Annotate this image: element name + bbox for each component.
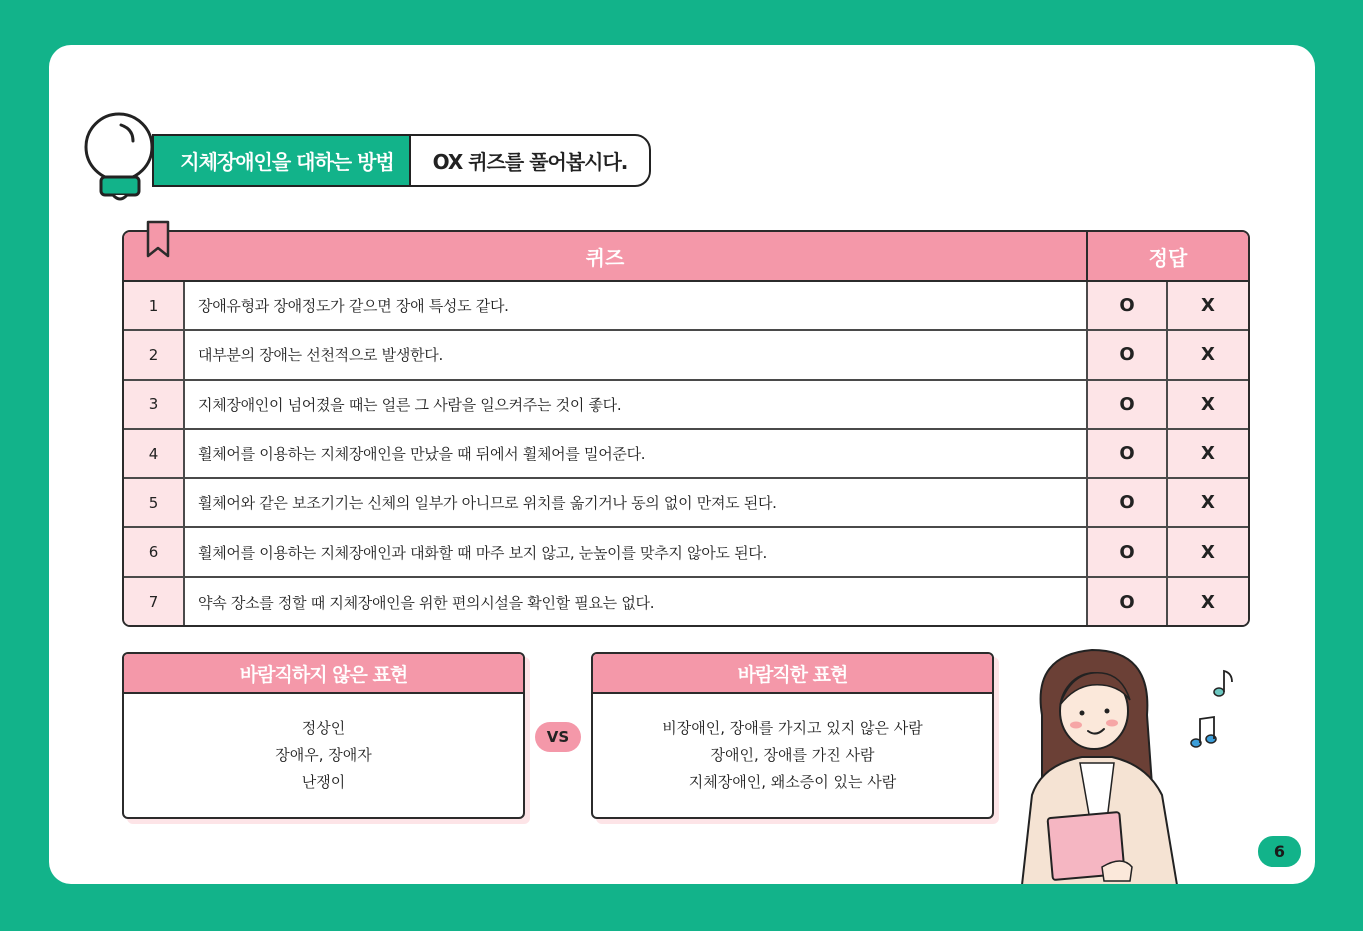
quiz-number: 6 <box>124 528 185 575</box>
expression-item: 비장애인, 장애를 가지고 있지 않은 사람 <box>662 719 923 737</box>
vs-badge: VS <box>535 722 581 752</box>
double-music-note-icon <box>1190 713 1218 749</box>
answer-o-option[interactable]: O <box>1088 528 1168 575</box>
desirable-expressions-box <box>591 652 994 819</box>
answer-x-option[interactable]: X <box>1168 430 1248 477</box>
quiz-number: 3 <box>124 381 185 428</box>
quiz-column-header: 퀴즈 <box>124 232 1088 280</box>
quiz-number: 7 <box>124 578 185 627</box>
answer-x-option[interactable]: X <box>1168 381 1248 428</box>
answer-o-option[interactable]: O <box>1088 479 1168 526</box>
quiz-number: 5 <box>124 479 185 526</box>
answer-x-option[interactable]: X <box>1168 528 1248 575</box>
undesirable-title: 바람직하지 않은 표현 <box>124 654 523 694</box>
page <box>49 45 1315 884</box>
answer-column-header: 정답 <box>1148 245 1188 270</box>
undesirable-expressions-box <box>122 652 525 819</box>
quiz-row <box>124 381 1248 430</box>
bookmark-icon <box>146 220 170 258</box>
answer-o-option[interactable]: O <box>1088 282 1168 329</box>
quiz-row <box>124 282 1248 331</box>
quiz-header-row <box>124 232 1248 282</box>
expression-item: 장애인, 장애를 가진 사람 <box>710 746 875 764</box>
music-note-icon <box>1212 668 1236 698</box>
expression-item: 정상인 <box>301 719 346 737</box>
quiz-question: 휠체어와 같은 보조기기는 신체의 일부가 아니므로 위치를 옮기거나 동의 없이 만져도 된다. <box>185 479 1088 526</box>
quiz-row <box>124 479 1248 528</box>
answer-x-option[interactable]: X <box>1168 479 1248 526</box>
quiz-question: 휠체어를 이용하는 지체장애인과 대화할 때 마주 보지 않고, 눈높이를 맞추지 않아도 된다. <box>185 528 1088 575</box>
answer-o-option[interactable]: O <box>1088 381 1168 428</box>
quiz-question: 대부분의 장애는 선천적으로 발생한다. <box>185 331 1088 378</box>
expression-item: 난쟁이 <box>301 773 346 791</box>
subtitle-banner: OX 퀴즈를 풀어봅시다. <box>409 134 651 187</box>
girl-with-book-illustration <box>1012 645 1212 884</box>
quiz-row <box>124 331 1248 380</box>
answer-x-option[interactable]: X <box>1168 282 1248 329</box>
topic-banner: 지체장애인을 대하는 방법 <box>152 134 410 187</box>
expression-item: 장애우, 장애자 <box>275 746 372 764</box>
quiz-question: 장애유형과 장애정도가 같으면 장애 특성도 같다. <box>185 282 1088 329</box>
quiz-question: 휠체어를 이용하는 지체장애인을 만났을 때 뒤에서 휠체어를 밀어준다. <box>185 430 1088 477</box>
page-number: 6 <box>1258 836 1301 867</box>
answer-x-option[interactable]: X <box>1168 578 1248 627</box>
quiz-row <box>124 430 1248 479</box>
quiz-number: 2 <box>124 331 185 378</box>
lightbulb-icon <box>83 111 159 207</box>
desirable-list <box>593 694 992 817</box>
quiz-row <box>124 528 1248 577</box>
answer-o-option[interactable]: O <box>1088 578 1168 627</box>
desirable-title: 바람직한 표현 <box>593 654 992 694</box>
quiz-question: 지체장애인이 넘어졌을 때는 얼른 그 사람을 일으켜주는 것이 좋다. <box>185 381 1088 428</box>
undesirable-list <box>124 694 523 817</box>
quiz-number: 4 <box>124 430 185 477</box>
answer-o-option[interactable]: O <box>1088 430 1168 477</box>
answer-x-option[interactable]: X <box>1168 331 1248 378</box>
answer-o-option[interactable]: O <box>1088 331 1168 378</box>
quiz-table <box>122 230 1250 627</box>
expression-item: 지체장애인, 왜소증이 있는 사람 <box>688 773 897 791</box>
quiz-row <box>124 578 1248 627</box>
quiz-question: 약속 장소를 정할 때 지체장애인을 위한 편의시설을 확인할 필요는 없다. <box>185 578 1088 627</box>
quiz-number: 1 <box>124 282 185 329</box>
